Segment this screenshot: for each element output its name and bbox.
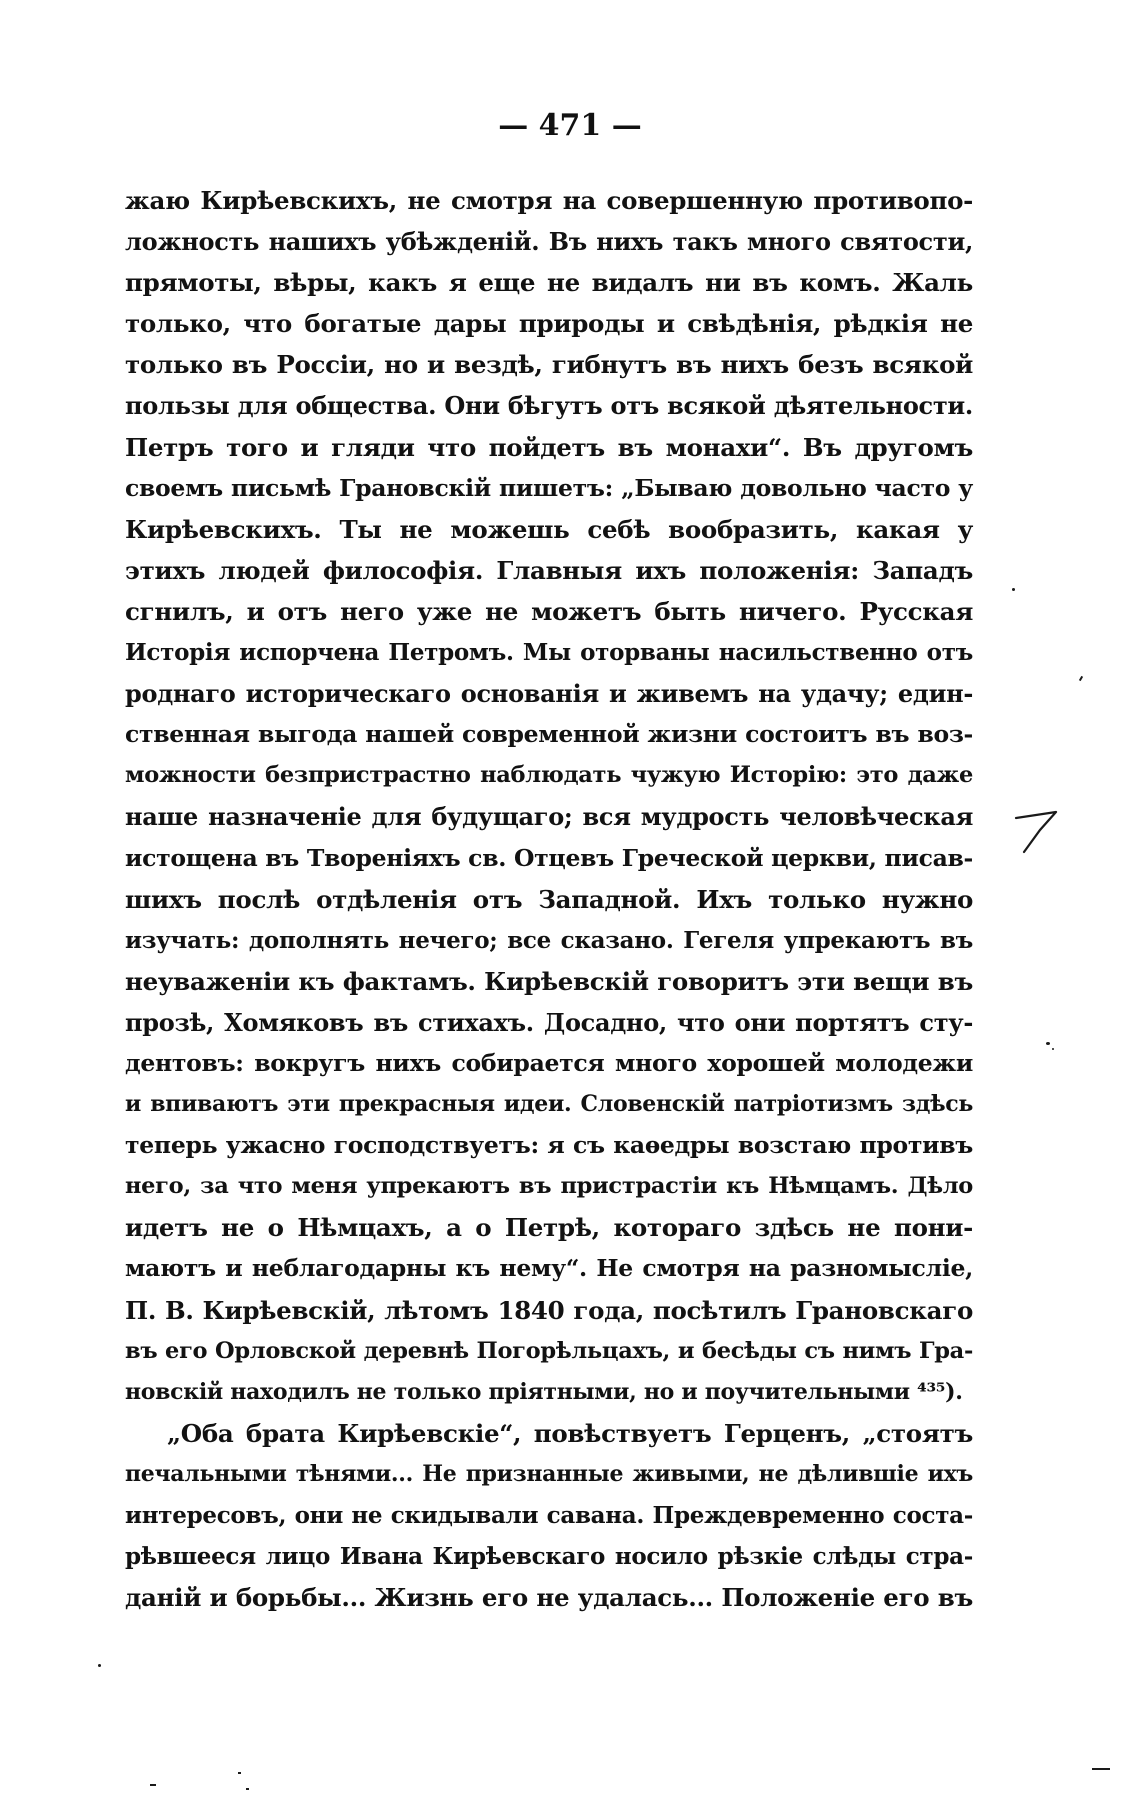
text-line: шихъ послѣ отдѣленія отъ Западной. Ихъ только нужно: [125, 884, 973, 914]
text-line: ственная выгода нашей современной жизни состоитъ въ воз-: [125, 720, 973, 749]
page-number: — 471 —: [498, 108, 642, 143]
scan-speck: [98, 1664, 101, 1667]
scan-speck: [238, 1772, 241, 1774]
text-line: печальными тѣнями... Не признанные живыми, не дѣлившіе ихъ: [125, 1460, 973, 1487]
text-line: ложность нашихъ убѣжденій. Въ нихъ такъ много святости,: [125, 227, 973, 257]
paragraph-1: [125, 180, 973, 1413]
text-line: сгнилъ, и отъ него уже не можетъ быть ничего. Русская: [125, 596, 973, 626]
text-line: въ его Орловской деревнѣ Погорѣльцахъ, и бесѣды съ нимъ Гра-: [125, 1337, 973, 1364]
body-text: [125, 180, 973, 1618]
text-line: наше назначеніе для будущаго; вся мудрость человѣческая: [125, 802, 973, 832]
text-line: интересовъ, они не скидывали савана. Преждевременно соста-: [125, 1502, 973, 1529]
scan-speck: [1046, 1042, 1050, 1045]
text-line: и впиваютъ эти прекрасныя идеи. Словенскій патріотизмъ здѣсь: [125, 1091, 973, 1118]
text-line: идетъ не о Нѣмцахъ, а о Петрѣ, котораго здѣсь не пони-: [125, 1213, 973, 1243]
text-line: роднаго историческаго основанія и живемъ на удачу; един-: [125, 679, 973, 709]
scan-speck: [1052, 1048, 1054, 1050]
text-line: только въ Россіи, но и вездѣ, гибнутъ въ нихъ безъ всякой: [125, 350, 973, 380]
text-line: пользы для общества. Они бѣгутъ отъ всякой дѣятельности.: [125, 391, 973, 421]
scan-speck: [1079, 676, 1083, 681]
text-line: теперь ужасно господствуетъ: я съ каѳедры возстаю противъ: [125, 1131, 973, 1160]
text-line: новскій находилъ не только пріятными, но и поучительными ⁴³⁵).: [125, 1378, 963, 1405]
handwritten-margin-mark: [1010, 800, 1070, 860]
text-line: Кирѣевскихъ. Ты не можешь себѣ вообразить, какая у: [125, 514, 973, 544]
scan-speck: [246, 1788, 249, 1790]
text-line: Петръ того и гляди что пойдетъ въ монахи“. Въ другомъ: [125, 432, 973, 462]
text-line: изучать: дополнять нечего; все сказано. Гегеля упрекаютъ въ: [125, 926, 973, 954]
text-line: можности безпристрастно наблюдать чужую Исторію: это даже: [125, 762, 973, 789]
text-line: дентовъ: вокругъ нихъ собирается много хорошей молодежи: [125, 1048, 973, 1077]
text-line: этихъ людей философія. Главныя ихъ положенія: Западъ: [125, 555, 973, 585]
text-line: только, что богатые дары природы и свѣдѣнія, рѣдкія не: [125, 309, 973, 339]
text-line: даній и борьбы... Жизнь его не удалась... Положеніе его въ: [125, 1583, 973, 1613]
text-line: истощена въ Твореніяхъ св. Отцевъ Греческой церкви, писав-: [125, 843, 973, 872]
text-line: рѣвшееся лицо Ивана Кирѣевскаго носило рѣзкіе слѣды стра-: [125, 1543, 973, 1571]
paragraph-2: [125, 1413, 973, 1618]
text-line: прямоты, вѣры, какъ я еще не видалъ ни въ комъ. Жаль: [125, 268, 973, 298]
text-line: маютъ и неблагодарны къ нему“. Не смотря на разномысліе,: [125, 1254, 973, 1283]
scan-speck: [1092, 1768, 1110, 1770]
text-line: неуваженіи къ фактамъ. Кирѣевскій говоритъ эти вещи въ: [125, 966, 973, 996]
scan-speck: [1012, 588, 1015, 591]
text-line: П. В. Кирѣевскій, лѣтомъ 1840 года, посѣтилъ Грановскаго: [125, 1295, 973, 1325]
scan-speck: [150, 1784, 156, 1786]
text-line: него, за что меня упрекаютъ въ пристрастіи къ Нѣмцамъ. Дѣло: [125, 1173, 973, 1200]
text-line: Исторія испорчена Петромъ. Мы оторваны насильственно отъ: [125, 639, 973, 667]
text-line: жаю Кирѣевскихъ, не смотря на совершенную противопо-: [125, 186, 973, 215]
text-line: своемъ письмѣ Грановскій пишетъ: „Бываю довольно часто у: [125, 473, 973, 502]
text-line: „Оба брата Кирѣевскіе“, повѣствуетъ Герценъ, „стоятъ: [167, 1418, 973, 1448]
text-line: прозѣ, Хомяковъ въ стихахъ. Досадно, что они портятъ сту-: [125, 1007, 973, 1037]
